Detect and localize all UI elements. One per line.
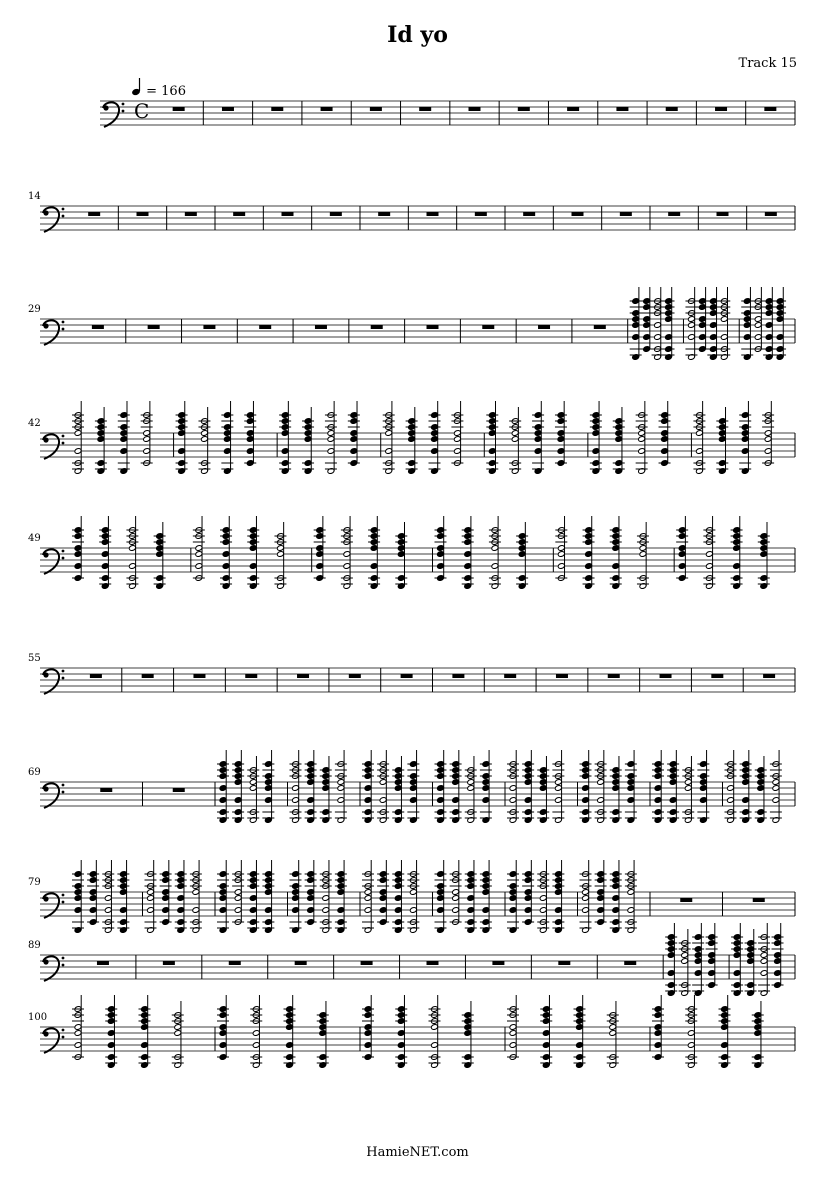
- chord-icon: [509, 407, 521, 474]
- chord-icon: [139, 995, 151, 1068]
- chord-icon: [610, 516, 622, 589]
- chord-icon: [676, 516, 688, 581]
- chord-icon: [465, 860, 477, 933]
- whole-rest-icon: [717, 212, 729, 216]
- chord-icon: [696, 287, 708, 352]
- whole-rest-icon: [666, 107, 678, 111]
- staff-system: [28, 516, 795, 589]
- chord-icon: [290, 860, 302, 933]
- chord-icon: [652, 750, 664, 823]
- chord-icon: [435, 750, 447, 823]
- chord-icon: [435, 516, 447, 581]
- chord-icon: [706, 923, 718, 988]
- bass-clef-icon: [103, 102, 124, 127]
- chord-icon: [574, 995, 586, 1068]
- whole-rest-icon: [185, 212, 197, 216]
- chord-icon: [190, 860, 202, 933]
- bass-clef-icon: [43, 783, 64, 808]
- staff-system: [100, 99, 795, 127]
- chord-icon: [532, 401, 544, 474]
- chord-icon: [72, 860, 84, 933]
- whole-rest-icon: [616, 107, 628, 111]
- chord-icon: [725, 750, 737, 823]
- bass-clef-icon: [43, 320, 64, 345]
- chord-icon: [679, 929, 691, 996]
- chord-icon: [537, 756, 549, 823]
- chord-icon: [682, 756, 694, 823]
- chord-icon: [220, 516, 232, 589]
- chord-icon: [719, 995, 731, 1068]
- chord-icon: [383, 401, 395, 474]
- whole-rest-icon: [427, 325, 439, 329]
- chord-icon: [625, 750, 637, 823]
- whole-rest-icon: [222, 107, 234, 111]
- chord-icon: [610, 860, 622, 933]
- whole-rest-icon: [482, 325, 494, 329]
- chord-icon: [636, 401, 648, 474]
- chord-icon: [284, 995, 296, 1068]
- chord-icon: [247, 516, 259, 589]
- measure-number: 14: [28, 191, 41, 202]
- measure-number: 69: [28, 767, 41, 778]
- chord-icon: [652, 995, 664, 1060]
- chord-icon: [610, 756, 622, 823]
- chord-icon: [247, 756, 259, 823]
- chord-icon: [105, 995, 117, 1068]
- whole-rest-icon: [100, 788, 112, 792]
- measure-number: 29: [28, 304, 41, 315]
- whole-rest-icon: [567, 107, 579, 111]
- chord-icon: [392, 756, 404, 823]
- whole-rest-icon: [492, 961, 504, 965]
- chord-icon: [172, 1001, 184, 1068]
- whole-rest-icon: [475, 212, 487, 216]
- chord-icon: [274, 522, 286, 589]
- chord-icon: [613, 407, 625, 474]
- chord-icon: [486, 401, 498, 474]
- chord-icon: [590, 401, 602, 474]
- whole-rest-icon: [680, 898, 692, 902]
- whole-rest-icon: [419, 107, 431, 111]
- bass-clef-icon: [43, 434, 64, 459]
- chord-icon: [552, 860, 564, 933]
- chord-icon: [540, 995, 552, 1068]
- measure-number: 55: [28, 653, 41, 664]
- chord-icon: [362, 995, 374, 1060]
- chord-icon: [697, 750, 709, 823]
- chord-icon: [480, 860, 492, 933]
- chord-icon: [435, 860, 447, 933]
- track-subtitle: Track 15: [738, 56, 797, 71]
- chord-icon: [465, 756, 477, 823]
- whole-rest-icon: [229, 961, 241, 965]
- whole-rest-icon: [518, 107, 530, 111]
- chord-icon: [752, 287, 764, 352]
- whole-rest-icon: [538, 325, 550, 329]
- chord-icon: [537, 860, 549, 933]
- whole-rest-icon: [233, 212, 245, 216]
- whole-rest-icon: [620, 212, 632, 216]
- chord-icon: [489, 516, 501, 589]
- chord-icon: [302, 407, 314, 474]
- chord-icon: [244, 401, 256, 466]
- staff-system: [28, 923, 795, 996]
- chord-icon: [763, 287, 775, 360]
- chord-icon: [335, 860, 347, 933]
- whole-rest-icon: [92, 325, 104, 329]
- whole-rest-icon: [245, 674, 257, 678]
- chord-icon: [516, 522, 528, 589]
- time-signature: C: [134, 99, 150, 123]
- whole-rest-icon: [88, 212, 100, 216]
- chord-icon: [707, 287, 719, 360]
- chord-icon: [752, 1001, 764, 1068]
- chord-icon: [377, 750, 389, 823]
- chord-icon: [95, 407, 107, 474]
- chord-icon: [362, 750, 374, 823]
- chord-icon: [362, 860, 374, 933]
- chord-icon: [429, 995, 441, 1068]
- chord-icon: [217, 750, 229, 823]
- measure-number: 79: [28, 877, 41, 888]
- chord-icon: [377, 860, 389, 925]
- whole-rest-icon: [370, 107, 382, 111]
- chord-icon: [429, 401, 441, 474]
- chord-icon: [141, 401, 153, 466]
- whole-rest-icon: [594, 325, 606, 329]
- whole-rest-icon: [330, 212, 342, 216]
- chord-icon: [160, 860, 172, 925]
- chord-icon: [193, 516, 205, 581]
- chord-icon: [99, 516, 111, 589]
- chord-icon: [740, 750, 752, 823]
- measure-number: 100: [28, 1012, 48, 1023]
- chord-icon: [451, 401, 463, 466]
- whole-rest-icon: [148, 325, 160, 329]
- chord-icon: [305, 750, 317, 823]
- chord-icon: [395, 522, 407, 589]
- chord-icon: [685, 995, 697, 1068]
- chord-icon: [731, 923, 743, 996]
- whole-rest-icon: [282, 212, 294, 216]
- chord-icon: [693, 401, 705, 474]
- chord-icon: [198, 407, 210, 474]
- chord-icon: [555, 516, 567, 581]
- chord-icon: [507, 750, 519, 823]
- chord-icon: [262, 860, 274, 933]
- chord-icon: [250, 995, 262, 1068]
- chord-icon: [217, 860, 229, 933]
- chord-icon: [507, 860, 519, 933]
- chord-icon: [685, 287, 697, 360]
- chord-icon: [221, 401, 233, 474]
- staff-system: [28, 191, 795, 232]
- bass-clef-icon: [43, 669, 64, 694]
- chord-icon: [659, 401, 671, 466]
- bass-clef-icon: [43, 956, 64, 981]
- whole-rest-icon: [173, 107, 185, 111]
- whole-rest-icon: [504, 674, 516, 678]
- chord-icon: [755, 756, 767, 823]
- chord-icon: [774, 287, 786, 360]
- chord-icon: [772, 923, 784, 988]
- chord-icon: [154, 522, 166, 589]
- chord-icon: [758, 522, 770, 589]
- chord-icon: [580, 860, 592, 933]
- chord-icon: [552, 750, 564, 823]
- whole-rest-icon: [660, 674, 672, 678]
- whole-rest-icon: [763, 674, 775, 678]
- chord-icon: [72, 995, 84, 1060]
- chord-icon: [232, 860, 244, 925]
- chord-icon: [325, 401, 337, 474]
- chord-icon: [555, 401, 567, 466]
- chord-icon: [335, 750, 347, 823]
- staff-system: [28, 860, 795, 933]
- whole-rest-icon: [271, 107, 283, 111]
- chord-icon: [87, 860, 99, 925]
- whole-rest-icon: [523, 212, 535, 216]
- chord-icon: [392, 860, 404, 933]
- chord-icon: [320, 756, 332, 823]
- staff-system: [28, 995, 795, 1068]
- whole-rest-icon: [90, 674, 102, 678]
- whole-rest-icon: [361, 961, 373, 965]
- whole-rest-icon: [452, 674, 464, 678]
- chord-icon: [522, 860, 534, 925]
- whole-rest-icon: [668, 212, 680, 216]
- whole-rest-icon: [764, 107, 776, 111]
- whole-rest-icon: [142, 674, 154, 678]
- whole-rest-icon: [193, 674, 205, 678]
- bass-clef-icon: [43, 207, 64, 232]
- whole-rest-icon: [349, 674, 361, 678]
- chord-icon: [583, 516, 595, 589]
- chord-icon: [758, 923, 770, 996]
- chord-icon: [522, 750, 534, 823]
- bass-clef-icon: [43, 549, 64, 574]
- chord-icon: [176, 401, 188, 474]
- whole-rest-icon: [173, 788, 185, 792]
- whole-rest-icon: [315, 325, 327, 329]
- chord-icon: [641, 287, 653, 352]
- whole-rest-icon: [556, 674, 568, 678]
- chord-icon: [126, 516, 138, 589]
- chord-icon: [665, 923, 677, 996]
- chord-icon: [247, 860, 259, 933]
- chord-icon: [595, 750, 607, 823]
- whole-rest-icon: [469, 107, 481, 111]
- whole-rest-icon: [295, 961, 307, 965]
- whole-rest-icon: [203, 325, 215, 329]
- chord-icon: [580, 750, 592, 823]
- chord-icon: [72, 401, 84, 474]
- chord-icon: [314, 516, 326, 581]
- chord-icon: [102, 860, 114, 933]
- whole-rest-icon: [259, 325, 271, 329]
- chord-icon: [217, 995, 229, 1060]
- whole-rest-icon: [378, 212, 390, 216]
- whole-rest-icon: [427, 212, 439, 216]
- chord-icon: [72, 516, 84, 581]
- chord-icon: [290, 750, 302, 823]
- chord-icon: [762, 401, 774, 466]
- whole-rest-icon: [765, 212, 777, 216]
- whole-rest-icon: [715, 107, 727, 111]
- chord-icon: [731, 516, 743, 589]
- chord-icon: [718, 287, 730, 360]
- chord-icon: [305, 860, 317, 925]
- staff-system: [28, 653, 795, 694]
- staff-system: [28, 287, 795, 360]
- chord-icon: [625, 860, 637, 933]
- measure-number: 49: [28, 533, 41, 544]
- whole-rest-icon: [427, 961, 439, 965]
- chord-icon: [262, 750, 274, 823]
- chord-icon: [607, 1001, 619, 1068]
- chord-icon: [450, 860, 462, 925]
- staff-system: [28, 750, 795, 823]
- measure-number: 89: [28, 940, 41, 951]
- whole-rest-icon: [321, 107, 333, 111]
- chord-icon: [462, 1001, 474, 1068]
- chord-icon: [279, 401, 291, 474]
- whole-rest-icon: [608, 674, 620, 678]
- chord-icon: [368, 516, 380, 589]
- chord-icon: [320, 860, 332, 933]
- chord-icon: [341, 516, 353, 589]
- chord-icon: [716, 407, 728, 474]
- page-title: Id yo: [387, 22, 448, 48]
- chord-icon: [117, 860, 129, 933]
- whole-rest-icon: [753, 898, 765, 902]
- chord-icon: [770, 750, 782, 823]
- chord-icon: [739, 401, 751, 474]
- chord-icon: [741, 287, 753, 360]
- whole-rest-icon: [558, 961, 570, 965]
- chord-icon: [745, 929, 757, 996]
- bass-clef-icon: [43, 893, 64, 918]
- chord-icon: [118, 401, 130, 474]
- chord-icon: [507, 995, 519, 1060]
- chord-icon: [348, 401, 360, 466]
- whole-rest-icon: [163, 961, 175, 965]
- whole-rest-icon: [137, 212, 149, 216]
- chord-icon: [462, 516, 474, 589]
- chord-icon: [652, 287, 664, 360]
- tempo-value: = 166: [146, 84, 186, 99]
- chord-icon: [630, 287, 642, 360]
- whole-rest-icon: [572, 212, 584, 216]
- whole-rest-icon: [711, 674, 723, 678]
- chord-icon: [175, 860, 187, 933]
- chord-icon: [407, 860, 419, 933]
- chord-icon: [663, 287, 675, 360]
- chord-icon: [692, 923, 704, 996]
- whole-rest-icon: [401, 674, 413, 678]
- chord-icon: [667, 750, 679, 823]
- whole-rest-icon: [371, 325, 383, 329]
- chord-icon: [406, 407, 418, 474]
- chord-icon: [407, 750, 419, 823]
- chord-icon: [395, 995, 407, 1068]
- chord-icon: [145, 860, 157, 933]
- whole-rest-icon: [97, 961, 109, 965]
- chord-icon: [703, 516, 715, 589]
- whole-rest-icon: [624, 961, 636, 965]
- chord-icon: [595, 860, 607, 925]
- chord-icon: [637, 522, 649, 589]
- footer-credit: HamieNET.com: [366, 1145, 469, 1160]
- bass-clef-icon: [43, 1028, 64, 1053]
- chord-icon: [480, 750, 492, 823]
- chord-icon: [232, 750, 244, 823]
- measure-number: 42: [28, 418, 41, 429]
- whole-rest-icon: [297, 674, 309, 678]
- chord-icon: [450, 750, 462, 823]
- chord-icon: [317, 1001, 329, 1068]
- staff-system: [28, 401, 795, 474]
